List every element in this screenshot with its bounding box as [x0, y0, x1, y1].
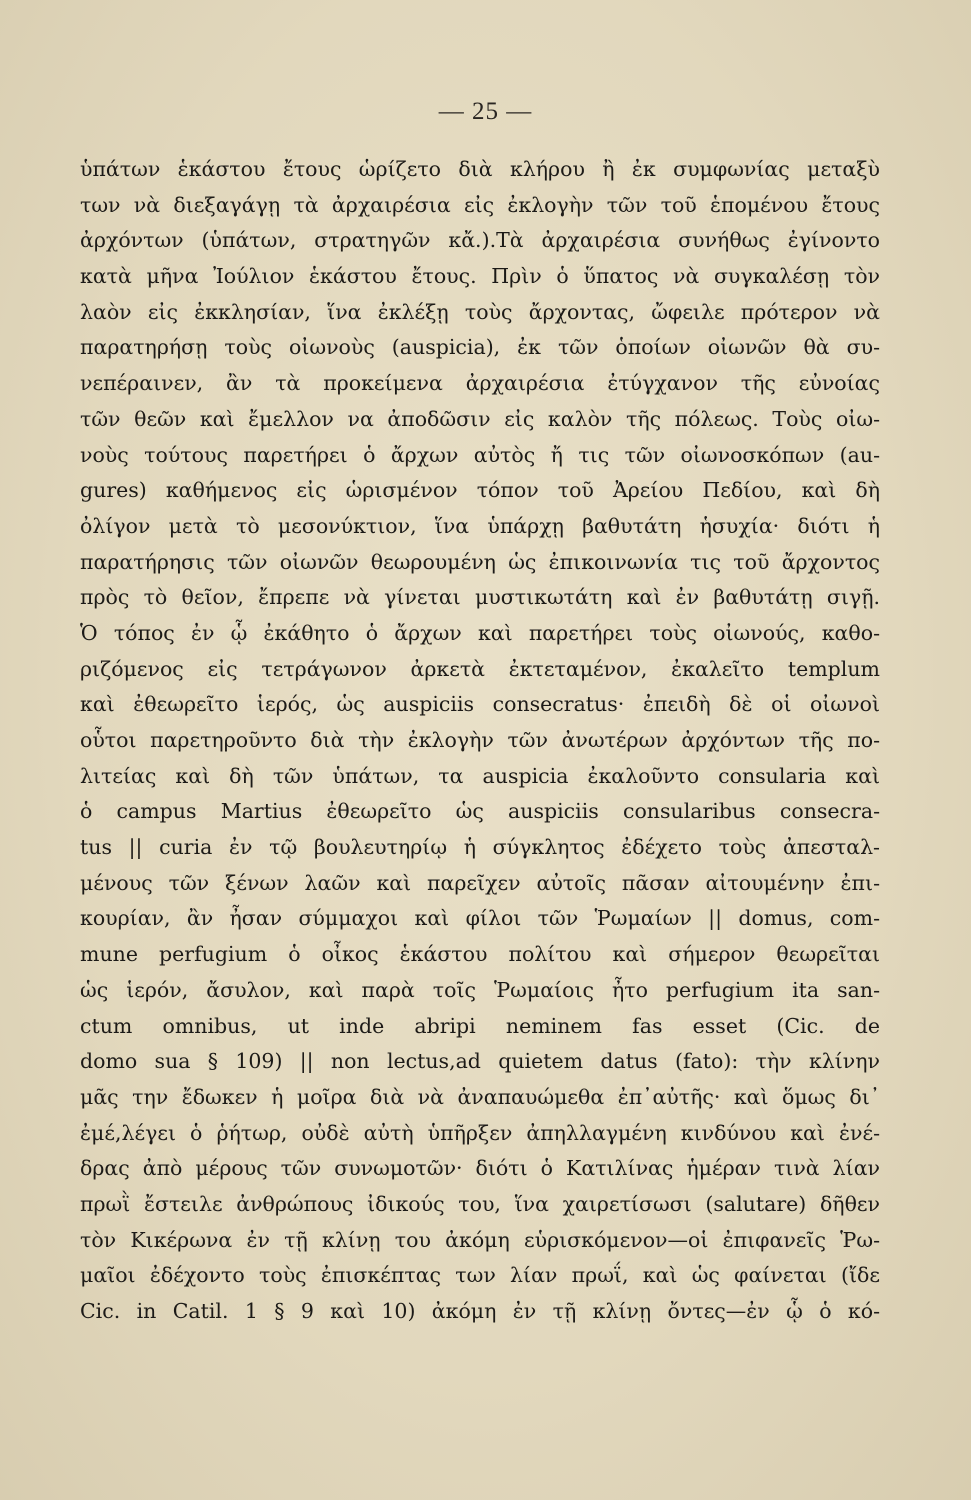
text-line-18: λιτείας καὶ δὴ τῶν ὑπάτων, τα auspicia ἐκαλοῦντο consularia καὶ	[80, 763, 880, 788]
text-line-6: παρατηρήσῃ τοὺς οἰωνοὺς (auspicia), ἐκ τῶν ὁποίων οἰωνῶν θὰ συ-	[80, 335, 880, 360]
text-line-12: παρατήρησις τῶν οἰωνῶν θεωρουμένη ὡς ἐπικοινωνία τις τοῦ ἄρχοντος	[80, 549, 880, 574]
text-line-29: δρας ἀπὸ μέρους τῶν συνωμοτῶν· διότι ὁ Κατιλίνας ἡμέραν τινὰ λίαν	[80, 1156, 880, 1181]
text-line-5: λαὸν εἰς ἐκκλησίαν, ἵνα ἐκλέξῃ τοὺς ἄρχοντας, ὤφειλε πρότερον νὰ	[80, 299, 880, 324]
text-line-26: domo sua § 109) || non lectus,ad quietem datus (fato): τὴν κλίνην	[80, 1049, 880, 1074]
body-text	[80, 152, 880, 1365]
text-line-8: τῶν θεῶν καὶ ἔμελλον να ἀποδῶσιν εἰς καλὸν τῆς πόλεως. Τοὺς οἰω-	[80, 406, 880, 431]
text-line-19: ὁ campus Martius ἐθεωρεῖτο ὡς auspiciis consularibus consecra-	[80, 799, 880, 824]
text-line-22: κουρίαν, ἂν ἦσαν σύμμαχοι καὶ φίλοι τῶν Ῥωμαίων || domus, com-	[80, 906, 880, 931]
text-line-14: Ὁ τόπος ἐν ᾧ ἐκάθητο ὁ ἄρχων καὶ παρετήρει τοὺς οἰωνούς, καθο-	[80, 620, 880, 645]
text-line-28: ἐμέ,λέγει ὁ ῥήτωρ, οὐδὲ αὐτὴ ὑπῆρξεν ἀπηλλαγμένη κινδύνου καὶ ἐνέ-	[80, 1120, 880, 1145]
text-line-32: μαῖοι ἐδέχοντο τοὺς ἐπισκέπτας των λίαν πρωΐ, καὶ ὡς φαίνεται (ἴδε	[80, 1263, 880, 1288]
text-line-33: Cic. in Catil. 1 § 9 καὶ 10) ἀκόμη ἐν τῇ κλίνῃ ὄντες—ἐν ᾧ ὁ κό-	[80, 1299, 880, 1323]
text-line-13: πρὸς τὸ θεῖον, ἔπρεπε νὰ γίνεται μυστικωτάτη καὶ ἐν βαθυτάτῃ σιγῇ.	[80, 585, 880, 610]
text-line-11: ὀλίγον μετὰ τὸ μεσονύκτιον, ἵνα ὑπάρχῃ βαθυτάτη ἡσυχία· διότι ἡ	[80, 513, 880, 538]
text-line-3: ἀρχόντων (ὑπάτων, στρατηγῶν κἄ.).Τὰ ἀρχαιρέσια συνήθως ἐγίνοντο	[80, 228, 880, 253]
text-line-30: πρωῒ ἔστειλε ἀνθρώπους ἰδικούς του, ἵνα χαιρετίσωσι (salutare) δῆθεν	[80, 1191, 880, 1216]
text-line-27: μᾶς την ἔδωκεν ἡ μοῖρα διὰ νὰ ἀναπαυώμεθα ἐπ᾽αὐτῆς· καὶ ὅμως δι᾽	[80, 1084, 880, 1109]
text-line-21: μένους τῶν ξένων λαῶν καὶ παρεῖχεν αὐτοῖς πᾶσαν αἰτουμένην ἐπι-	[80, 870, 880, 895]
text-line-17: οὗτοι παρετηροῦντο διὰ τὴν ἐκλογὴν τῶν ἀνωτέρων ἀρχόντων τῆς πο-	[80, 728, 880, 752]
page-number: — 25 —	[438, 98, 533, 125]
text-line-24: ὡς ἱερόν, ἄσυλον, καὶ παρὰ τοῖς Ῥωμαίοις ἦτο perfugium ita san-	[80, 977, 880, 1002]
text-line-25: ctum omnibus, ut inde abripi neminem fas esset (Cic. de	[80, 1013, 880, 1038]
text-line-4: κατὰ μῆνα Ἰούλιον ἑκάστου ἔτους. Πρὶν ὁ ὕπατος νὰ συγκαλέσῃ τὸν	[80, 264, 880, 289]
text-line-1: ὑπάτων ἑκάστου ἔτους ὡρίζετο διὰ κλήρου ἢ ἐκ συμφωνίας μεταξὺ	[80, 157, 880, 181]
text-line-2: των νὰ διεξαγάγῃ τὰ ἀρχαιρέσια εἰς ἐκλογὴν τῶν τοῦ ἑπομένου ἔτους	[80, 192, 880, 217]
text-line-23: mune perfugium ὁ οἶκος ἑκάστου πολίτου καὶ σήμερον θεωρεῖται	[80, 942, 880, 967]
text-line-7: νεπέραινεν, ἂν τὰ προκείμενα ἀρχαιρέσια ἐτύγχανον τῆς εὐνοίας	[80, 371, 880, 396]
text-line-20: tus || curia ἐν τῷ βουλευτηρίῳ ἡ σύγκλητος ἐδέχετο τοὺς ἀπεσταλ-	[80, 835, 880, 860]
text-line-15: ριζόμενος εἰς τετράγωνον ἀρκετὰ ἐκτεταμένον, ἐκαλεῖτο templum	[80, 656, 880, 681]
text-line-10: gures) καθήμενος εἰς ὡρισμένον τόπον τοῦ Ἀρείου Πεδίου, καὶ δὴ	[80, 478, 880, 503]
text-line-34	[80, 1330, 880, 1366]
text-line-16: καὶ ἐθεωρεῖτο ἱερός, ὡς auspiciis consecratus· ἐπειδὴ δὲ οἱ οἰωνοὶ	[80, 692, 880, 717]
text-line-9: νοὺς τούτους παρετήρει ὁ ἄρχων αὐτὸς ἤ τις τῶν οἰωνοσκόπων (au-	[80, 442, 880, 467]
text-line-31: τὸν Κικέρωνα ἐν τῇ κλίνῃ του ἀκόμη εὑρισκόμενον—οἱ ἐπιφανεῖς Ῥω-	[80, 1227, 880, 1252]
